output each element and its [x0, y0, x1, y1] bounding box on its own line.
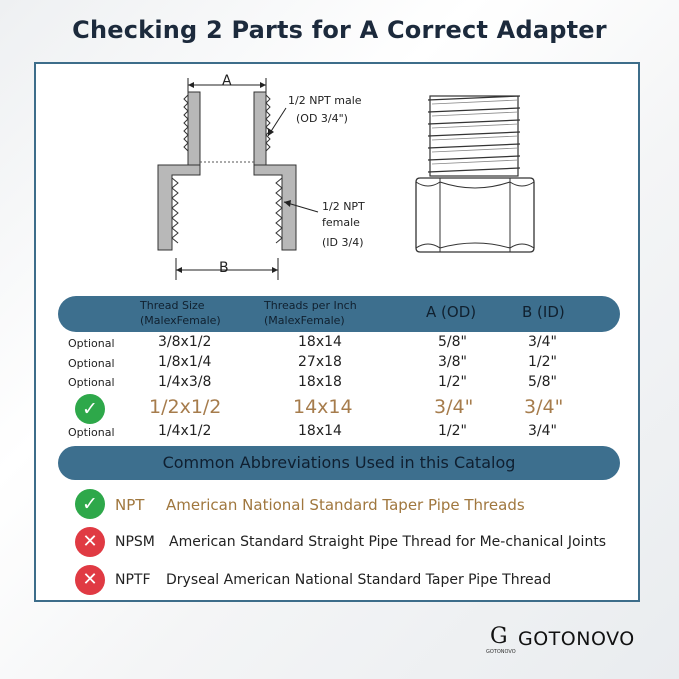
dim-a-label: A [222, 73, 232, 89]
female-label-line3: (ID 3/4) [322, 236, 364, 249]
female-label-line2: female [322, 216, 360, 229]
row-a-od: 1/2" [438, 374, 467, 390]
brand-logo-mark: G [490, 624, 508, 649]
fitting-illustration [416, 96, 534, 252]
brand-logo-small-text: GOTONOVO [486, 649, 516, 655]
row-status: Optional [68, 426, 115, 439]
row-tpi: 14x14 [293, 396, 353, 418]
abbr-desc-nptf: Dryseal American National Standard Taper Pipe Thread [166, 572, 552, 588]
cross-icon: ✕ [75, 565, 105, 595]
row-tpi: 18x14 [298, 423, 342, 439]
row-thread-size: 1/4x1/2 [158, 423, 212, 439]
header-a-od: A (OD) [426, 303, 477, 321]
adapter-diagram [0, 0, 679, 300]
female-label-line1: 1/2 NPT [322, 200, 365, 213]
page-title: Checking 2 Parts for A Correct Adapter [72, 16, 607, 44]
row-tpi: 18x14 [298, 334, 342, 350]
row-thread-size: 1/8x1/4 [158, 354, 212, 370]
abbr-desc-npt: American National Standard Taper Pipe Threads [166, 496, 525, 514]
row-tpi: 27x18 [298, 354, 342, 370]
row-a-od: 3/4" [434, 396, 474, 418]
row-status: Optional [68, 337, 115, 350]
table-row-selected [58, 394, 620, 422]
row-tpi: 18x18 [298, 374, 342, 390]
table-row [58, 334, 620, 354]
row-a-od: 5/8" [438, 334, 467, 350]
header-tpi: Threads per Inch [264, 299, 357, 312]
row-a-od: 1/2" [438, 423, 467, 439]
row-status: Optional [68, 357, 115, 370]
female-section [158, 165, 296, 250]
row-thread-size: 3/8x1/2 [158, 334, 212, 350]
brand-logo-block [486, 624, 660, 658]
male-label-line1: 1/2 NPT male [288, 94, 362, 107]
abbr-desc-npsm: American Standard Straight Pipe Thread for Me-chanical Joints [169, 534, 607, 550]
header-thread-size-sub: (MalexFemale) [140, 314, 221, 327]
dim-b-label: B [219, 260, 229, 276]
row-b-id: 3/4" [528, 334, 557, 350]
row-b-id: 1/2" [528, 354, 557, 370]
abbreviations-header: Common Abbreviations Used in this Catalog [58, 446, 620, 480]
row-status: Optional [68, 376, 115, 389]
abbr-code-npsm: NPSM [115, 534, 155, 550]
male-label-line2: (OD 3/4") [296, 112, 348, 125]
row-b-id: 3/4" [528, 423, 557, 439]
cross-icon: ✕ [75, 527, 105, 557]
table-header [58, 296, 620, 332]
header-thread-size: Thread Size [140, 299, 205, 312]
check-icon: ✓ [75, 394, 105, 424]
table-row [58, 354, 620, 374]
row-a-od: 3/8" [438, 354, 467, 370]
male-section [184, 92, 270, 165]
male-leader-arrow [268, 128, 274, 136]
row-b-id: 5/8" [528, 374, 557, 390]
header-tpi-sub: (MalexFemale) [264, 314, 345, 327]
table-row [58, 423, 620, 443]
row-thread-size: 1/4x3/8 [158, 374, 212, 390]
brand-name: GOTONOVO [518, 628, 635, 650]
row-b-id: 3/4" [524, 396, 564, 418]
row-thread-size: 1/2x1/2 [149, 396, 222, 418]
table-row [58, 374, 620, 394]
check-icon: ✓ [75, 489, 105, 519]
header-b-id: B (ID) [522, 303, 565, 321]
abbr-code-nptf: NPTF [115, 572, 151, 588]
abbr-code-npt: NPT [115, 496, 145, 514]
